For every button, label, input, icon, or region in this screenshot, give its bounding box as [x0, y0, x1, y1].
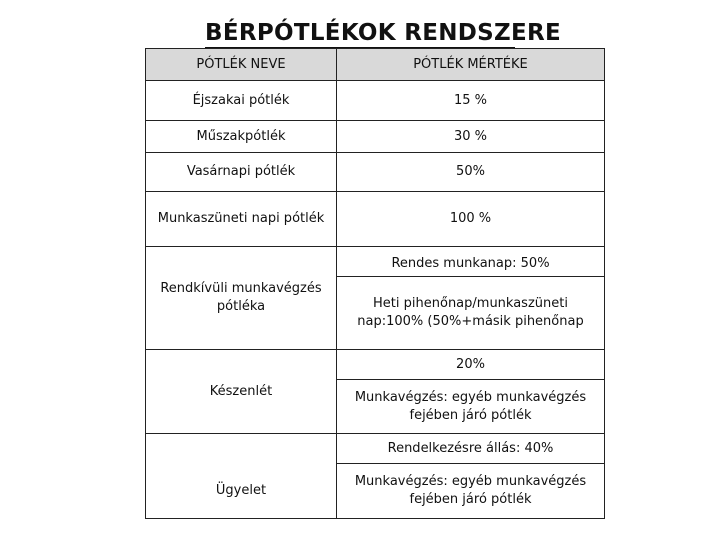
table-row	[146, 121, 605, 153]
row-value-sub: Heti pihenőnap/munkaszüneti nap:100% (50%+másik pihenőnap	[337, 277, 605, 350]
row-name: Készenlét	[146, 350, 337, 434]
row-value-sub: Munkavégzés: egyéb munkavégzés fejében járó pótlék	[337, 464, 605, 519]
row-name: Éjszakai pótlék	[146, 81, 337, 121]
table-row	[146, 247, 605, 277]
row-value: 100 %	[337, 192, 605, 247]
page-title: BÉRPÓTLÉKOK RENDSZERE	[205, 20, 562, 46]
table-row	[146, 192, 605, 247]
row-name: Munkaszüneti napi pótlék	[146, 192, 337, 247]
row-value: 30 %	[337, 121, 605, 153]
row-value-sub: Rendelkezésre állás: 40%	[337, 434, 605, 464]
row-name: Ügyelet	[146, 434, 337, 519]
row-name: Vasárnapi pótlék	[146, 153, 337, 192]
table-header-row	[146, 49, 605, 81]
table-row	[146, 153, 605, 192]
table-row	[146, 434, 605, 464]
allowance-table	[145, 48, 605, 519]
row-value-sub: Munkavégzés: egyéb munkavégzés fejében járó pótlék	[337, 380, 605, 434]
row-value: 50%	[337, 153, 605, 192]
header-name: PÓTLÉK NEVE	[146, 49, 337, 81]
row-value-sub: Rendes munkanap: 50%	[337, 247, 605, 277]
row-name: Rendkívüli munkavégzés pótléka	[146, 247, 337, 350]
table-row	[146, 81, 605, 121]
row-value: 15 %	[337, 81, 605, 121]
table-row	[146, 350, 605, 380]
header-value: PÓTLÉK MÉRTÉKE	[337, 49, 605, 81]
row-value-sub: 20%	[337, 350, 605, 380]
row-name: Műszakpótlék	[146, 121, 337, 153]
